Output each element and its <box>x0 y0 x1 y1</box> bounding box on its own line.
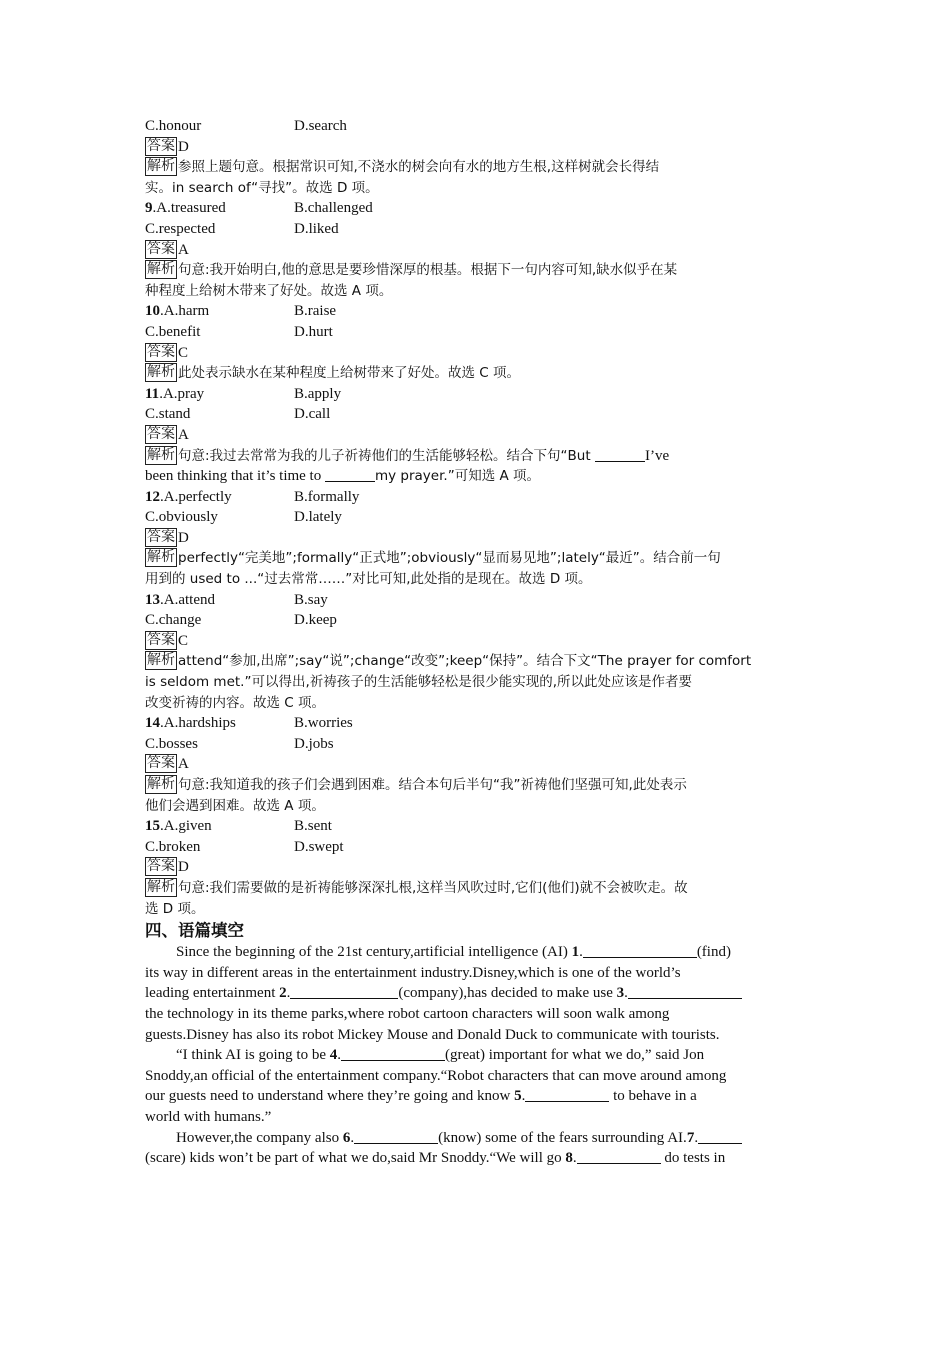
answer-tag: 答案 <box>147 528 175 545</box>
passage-line: “I think AI is going to be 4. (great) important for what we do,” said Jon <box>176 1047 705 1064</box>
analysis-line <box>145 446 810 467</box>
option-c: C.honour <box>145 118 202 134</box>
option-a: 13.A.attend <box>145 591 215 608</box>
answer-tag: 答案 <box>147 137 175 154</box>
options-row <box>145 116 810 137</box>
option-b: B.formally <box>294 488 360 505</box>
passage-line: leading entertainment 2. (company),has decided to make use 3. <box>145 983 810 1004</box>
option-b: B.raise <box>294 303 337 320</box>
analysis-tag: 解析 <box>147 261 175 278</box>
analysis-line <box>145 775 810 796</box>
analysis-tag: 解析 <box>147 878 175 895</box>
analysis-line <box>145 548 810 569</box>
quoted-blank <box>325 467 375 482</box>
option-a: 14.A.hardships <box>145 715 236 732</box>
answer-value: C <box>178 632 189 649</box>
analysis-tag: 解析 <box>147 652 175 669</box>
option-d: D.lately <box>294 509 342 526</box>
question-number: 12 <box>145 488 160 505</box>
answer-line <box>145 857 810 878</box>
answer-tag: 答案 <box>147 425 175 442</box>
option-b: B.worries <box>294 715 353 732</box>
analysis-tag: 解析 <box>147 364 175 381</box>
options-row <box>145 198 810 219</box>
blank-number: 2 <box>279 985 287 1002</box>
answer-line <box>145 754 810 775</box>
passage-line: the technology in its theme parks,where robot cartoon characters will soon walk among <box>145 1005 670 1022</box>
answer-value: C <box>178 344 189 361</box>
option-d: D.jobs <box>294 735 334 752</box>
passage-line: its way in different areas in the entertainment industry.Disney,which is one of the world’s <box>145 964 681 981</box>
options-row <box>145 384 810 405</box>
analysis-text: perfectly“完美地”;formally“正式地”;obviously“显而易见地”;lately“最近”。结合前一句 <box>178 550 721 567</box>
analysis-line <box>145 157 810 178</box>
option-d: D.liked <box>294 220 339 237</box>
options-row <box>145 301 810 322</box>
option-a: 9.A.treasured <box>145 200 226 217</box>
analysis-text: 用到的 used to ...“过去常常……”对比可知,此处指的是现在。故选 D 项。 <box>145 571 592 588</box>
blank-number: 8 <box>565 1150 573 1167</box>
analysis-line <box>145 260 810 281</box>
analysis-line <box>145 651 810 672</box>
question-number: 14 <box>145 715 160 732</box>
fill-blank[interactable] <box>341 1046 445 1061</box>
analysis-text: 此处表示缺水在某种程度上给树带来了好处。故选 C 项。 <box>178 365 521 382</box>
blank-number: 7 <box>686 1129 695 1146</box>
options-row <box>145 734 810 755</box>
fill-blank[interactable] <box>354 1129 438 1144</box>
option-a: 15.A.given <box>145 818 212 835</box>
option-b: B.apply <box>294 385 342 402</box>
analysis-tag: 解析 <box>147 549 175 566</box>
passage-line: Since the beginning of the 21st century,artificial intelligence (AI) 1. (find) <box>176 944 731 961</box>
answer-line <box>145 137 810 158</box>
passage-line: guests.Disney has also its robot Mickey Mouse and Donald Duck to communicate with tourists. <box>145 1026 720 1043</box>
option-c: C.respected <box>145 220 216 237</box>
question-number: 10 <box>145 303 160 320</box>
option-d: D.keep <box>294 612 337 629</box>
analysis-line <box>145 878 810 899</box>
option-c: C.benefit <box>145 323 201 340</box>
question-number: 11 <box>145 385 160 402</box>
fill-blank[interactable] <box>628 984 742 999</box>
analysis-text: been thinking that it’s time to <box>145 468 325 485</box>
content <box>145 116 810 1169</box>
answer-tag: 答案 <box>147 240 175 257</box>
fill-blank[interactable] <box>577 1149 661 1164</box>
blank-number: 1 <box>571 944 580 961</box>
options-row <box>145 507 810 528</box>
passage-line: (scare) kids won’t be part of what we do,said Mr Snoddy.“We will go 8. do tests in <box>145 1150 726 1167</box>
blank-number: 6 <box>342 1129 351 1146</box>
question-number: 15 <box>145 818 160 835</box>
analysis-text: 他们会遇到困难。故选 A 项。 <box>145 797 325 814</box>
option-d: D.swept <box>294 838 344 855</box>
options-row <box>145 322 810 343</box>
analysis-text: 实。in search of“寻找”。故选 D 项。 <box>145 179 379 196</box>
blank-number: 5 <box>514 1088 522 1105</box>
section-title: 四、语篇填空 <box>145 921 244 941</box>
answer-value: A <box>178 756 189 773</box>
answer-tag: 答案 <box>147 631 175 648</box>
analysis-text: 句意:我过去常常为我的儿子祈祷他们的生活能够轻松。结合下句“But <box>178 447 595 464</box>
option-c: C.obviously <box>145 509 218 526</box>
question-number: 9 <box>145 200 153 217</box>
option-d: D.hurt <box>294 323 333 340</box>
options-row <box>145 404 810 425</box>
answer-value: A <box>178 241 189 258</box>
answer-tag: 答案 <box>147 858 175 875</box>
options-row <box>145 816 810 837</box>
analysis-text: 选 D 项。 <box>145 900 205 917</box>
passage-line: However,the company also 6. (know) some of the fears surrounding AI.7. <box>145 1128 810 1149</box>
option-c: C.bosses <box>145 735 198 752</box>
analysis-text: 句意:我知道我的孩子们会遇到困难。结合本句后半句“我”祈祷他们坚强可知,此处表示 <box>178 777 687 793</box>
answer-line <box>145 343 810 364</box>
analysis-tag: 解析 <box>147 158 175 175</box>
option-b: B.challenged <box>294 200 373 217</box>
option-a: 11.A.pray <box>145 385 205 402</box>
options-row <box>145 713 810 734</box>
fill-blank[interactable] <box>698 1129 742 1144</box>
analysis-line <box>145 363 810 384</box>
option-d: D.call <box>294 406 331 423</box>
answer-line <box>145 240 810 261</box>
option-d: D.search <box>294 118 347 134</box>
analysis-text: is seldom met.”可以得出,祈祷孩子的生活能够轻松是很少能实现的,所以此处应该是作者要 <box>145 674 693 691</box>
analysis-text: my prayer.”可知选 A 项。 <box>374 468 541 485</box>
option-b: B.say <box>294 591 328 608</box>
answer-tag: 答案 <box>147 755 175 772</box>
option-b: B.sent <box>294 818 332 835</box>
analysis-text: I’ve <box>644 447 670 464</box>
answer-tag: 答案 <box>147 343 175 360</box>
fill-blank[interactable] <box>525 1087 609 1102</box>
analysis-text: 种程度上给树木带来了好处。故选 A 项。 <box>145 282 393 299</box>
option-c: C.stand <box>145 406 191 423</box>
passage-line: world with humans.” <box>145 1108 272 1125</box>
passage-line: our guests need to understand where they’re going and know 5. to behave in a <box>145 1088 697 1105</box>
option-c: C.change <box>145 612 202 629</box>
fill-blank[interactable] <box>583 943 697 958</box>
passage-line: Snoddy,an official of the entertainment company.“Robot characters that can move around among <box>145 1067 727 1084</box>
option-a: 12.A.perfectly <box>145 488 232 505</box>
options-row <box>145 837 810 858</box>
analysis-text: attend“参加,出席”;say“说”;change“改变”;keep“保持”。结合下文“The prayer for comfort <box>178 653 752 670</box>
analysis-text: 改变祈祷的内容。故选 C 项。 <box>145 694 326 711</box>
analysis-tag: 解析 <box>147 446 175 463</box>
options-row <box>145 590 810 611</box>
answer-line <box>145 425 810 446</box>
blank-number: 4 <box>329 1047 338 1064</box>
option-a: 10.A.harm <box>145 303 210 320</box>
answer-value: D <box>178 859 189 876</box>
analysis-text: 参照上题句意。根据常识可知,不浇水的树会向有水的地方生根,这样树就会长得结 <box>178 159 660 176</box>
option-c: C.broken <box>145 838 201 855</box>
answer-value: D <box>178 138 189 155</box>
analysis-tag: 解析 <box>147 776 175 792</box>
answer-value: D <box>178 529 189 546</box>
analysis-line <box>145 466 810 487</box>
analysis-text: 句意:我开始明白,他的意思是要珍惜深厚的根基。根据下一句内容可知,缺水似乎在某 <box>178 262 678 279</box>
options-row <box>145 610 810 631</box>
question-number: 13 <box>145 591 160 608</box>
answer-value: A <box>178 426 189 443</box>
answer-line <box>145 631 810 652</box>
blank-number: 3 <box>616 985 625 1002</box>
fill-blank[interactable] <box>290 984 398 999</box>
options-row <box>145 219 810 240</box>
answer-line <box>145 528 810 549</box>
analysis-text: 句意:我们需要做的是祈祷能够深深扎根,这样当风吹过时,它们(他们)就不会被吹走。故 <box>178 879 688 896</box>
options-row <box>145 487 810 508</box>
quoted-blank <box>595 447 645 462</box>
